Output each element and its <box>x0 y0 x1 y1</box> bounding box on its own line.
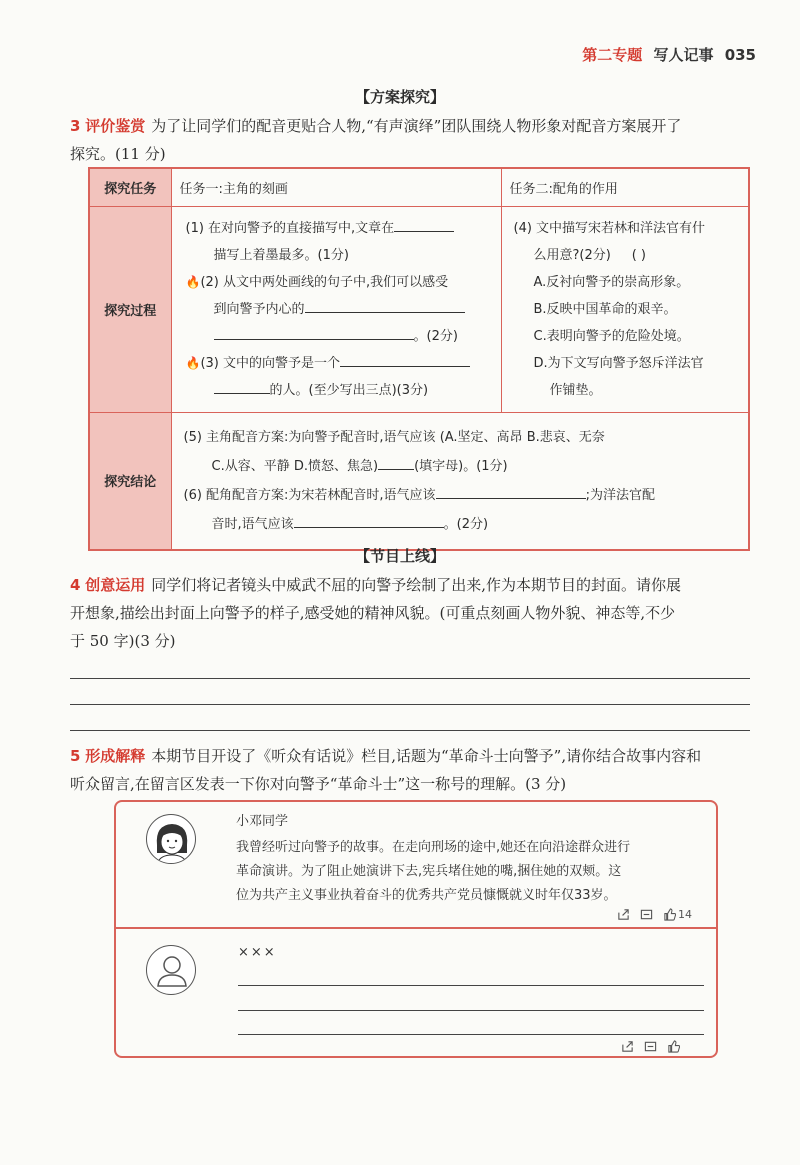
option-d-cont: 作铺垫。 <box>549 382 602 398</box>
option-d: D.为下文写向警予怒斥洋法官 <box>533 355 704 371</box>
task1-header: 任务一:主角的刻画 <box>171 168 501 206</box>
share-icon[interactable] <box>617 908 630 921</box>
question-3 <box>70 112 770 140</box>
comment-username: ××× <box>238 945 277 960</box>
section-name: 写人记事 <box>653 46 714 64</box>
answer-line[interactable] <box>238 1034 704 1035</box>
option-a: A.反衬向警予的崇高形象。 <box>533 274 690 290</box>
chapter-label: 第二专题 <box>582 46 643 64</box>
question-4-line3: 于 50 字)(3 分) <box>70 632 176 650</box>
item6-text2: ;为洋法官配 <box>585 487 655 503</box>
process-task2 <box>501 206 749 412</box>
thumbs-up-icon[interactable] <box>667 1040 680 1053</box>
answer-blank[interactable] <box>340 351 470 367</box>
question-text: 本期节目开设了《听众有话说》栏目,话题为“革命斗士向警予”,请你结合故事内容和 <box>151 747 702 765</box>
section-title-plan: 【方案探究】 <box>354 88 445 106</box>
thumbs-up-icon[interactable] <box>663 908 676 921</box>
answer-blank[interactable] <box>305 297 465 313</box>
section-title-online: 【节目上线】 <box>354 547 445 565</box>
question-text: 同学们将记者镜头中威武不屈的向警予绘制了出来,作为本期节目的封面。请你展 <box>151 576 682 594</box>
conclusion-cell <box>171 412 749 550</box>
share-icon[interactable] <box>621 1040 634 1053</box>
table-head-label: 探究任务 <box>89 168 171 206</box>
item3-text: (3) 文中的向警予是一个 <box>200 355 341 371</box>
question-number: 4 <box>70 576 81 594</box>
comment-line: 革命演讲。为了阻止她演讲下去,宪兵堵住她的嘴,捆住她的双颊。这 <box>236 864 622 879</box>
page-number: 035 <box>724 46 756 64</box>
item5-text: (5) 主角配音方案:为向警予配音时,语气应该 (A.坚定、高昂 B.悲哀、无奈 <box>183 429 605 445</box>
page-header <box>582 44 756 65</box>
answer-blank[interactable] <box>436 483 586 499</box>
question-tag: 形成解释 <box>85 747 146 765</box>
answer-paren[interactable]: ( ) <box>631 247 646 263</box>
item1-text2: 描写上着墨最多。(1分) <box>213 247 349 263</box>
item4-text: (4) 文中描写宋若林和洋法官有什 <box>513 220 706 236</box>
item6-text4: 。(2分) <box>443 516 489 532</box>
like-count: 14 <box>678 908 692 921</box>
answer-line[interactable] <box>70 730 750 731</box>
question-5 <box>70 742 770 770</box>
answer-blank[interactable] <box>214 324 414 340</box>
item6-text3: 音时,语气应该 <box>211 516 294 532</box>
answer-blank[interactable] <box>394 216 454 232</box>
conclusion-label: 探究结论 <box>89 412 171 550</box>
answer-line[interactable] <box>70 678 750 679</box>
comment-text <box>236 836 706 908</box>
item2-text: (2) 从文中两处画线的句子中,我们可以感受 <box>200 274 449 290</box>
process-label: 探究过程 <box>89 206 171 412</box>
comment-username: 小邓同学 <box>236 814 289 829</box>
answer-line[interactable] <box>238 1010 704 1011</box>
task-table <box>88 167 750 551</box>
question-number: 3 <box>70 117 81 135</box>
item1-text: (1) 在对向警予的直接描写中,文章在 <box>185 220 395 236</box>
question-tag: 创意运用 <box>85 576 146 594</box>
item3-text2: 的人。(至少写出三点)(3分) <box>269 382 429 398</box>
question-5-line2: 听众留言,在留言区发表一下你对向警予“革命斗士”这一称号的理解。(3 分) <box>70 775 567 793</box>
girl-avatar-icon <box>146 814 196 864</box>
comment-actions <box>617 908 692 921</box>
answer-line[interactable] <box>70 704 750 705</box>
comment-line: 我曾经听过向警予的故事。在走向刑场的途中,她还在向沿途群众进行 <box>236 840 631 855</box>
question-4-line2: 开想象,描绘出封面上向警予的样子,感受她的精神风貌。(可重点刻画人物外貌、神态等,不少 <box>70 604 676 622</box>
comment-section <box>114 800 718 1058</box>
item5-text3: (填字母)。(1分) <box>414 458 508 474</box>
item4-text2: 么用意?(2分) <box>533 247 611 263</box>
answer-line[interactable] <box>238 985 704 986</box>
user-avatar-icon <box>146 945 196 995</box>
process-task1 <box>171 206 501 412</box>
option-b: B.反映中国革命的艰辛。 <box>533 301 677 317</box>
question-text: 为了让同学们的配音更贴合人物,“有声演绎”团队围绕人物形象对配音方案展开了 <box>151 117 682 135</box>
comment-line: 位为共产主义事业执着奋斗的优秀共产党员慷慨就义时年仅33岁。 <box>236 888 617 903</box>
fire-icon: 🔥 <box>185 355 201 370</box>
item5-text2: C.从容、平静 D.愤怒、焦急) <box>211 458 379 474</box>
question-tag: 评价鉴赏 <box>85 117 146 135</box>
comment-actions <box>621 1040 680 1053</box>
comment-icon[interactable] <box>644 1040 657 1053</box>
item2-text2: 到向警予内心的 <box>213 301 305 317</box>
answer-blank[interactable] <box>378 454 414 470</box>
question-4 <box>70 571 770 599</box>
answer-blank[interactable] <box>294 512 444 528</box>
comment-icon[interactable] <box>640 908 653 921</box>
item6-text: (6) 配角配音方案:为宋若林配音时,语气应该 <box>183 487 436 503</box>
comment-divider <box>116 927 716 929</box>
fire-icon: 🔥 <box>185 274 201 289</box>
option-c: C.表明向警予的危险处境。 <box>533 328 690 344</box>
question-number: 5 <box>70 747 81 765</box>
question-3-line2: 探究。(11 分) <box>70 145 166 163</box>
task2-header: 任务二:配角的作用 <box>501 168 749 206</box>
answer-blank[interactable] <box>214 378 270 394</box>
item2-text3: 。(2分) <box>413 328 458 344</box>
